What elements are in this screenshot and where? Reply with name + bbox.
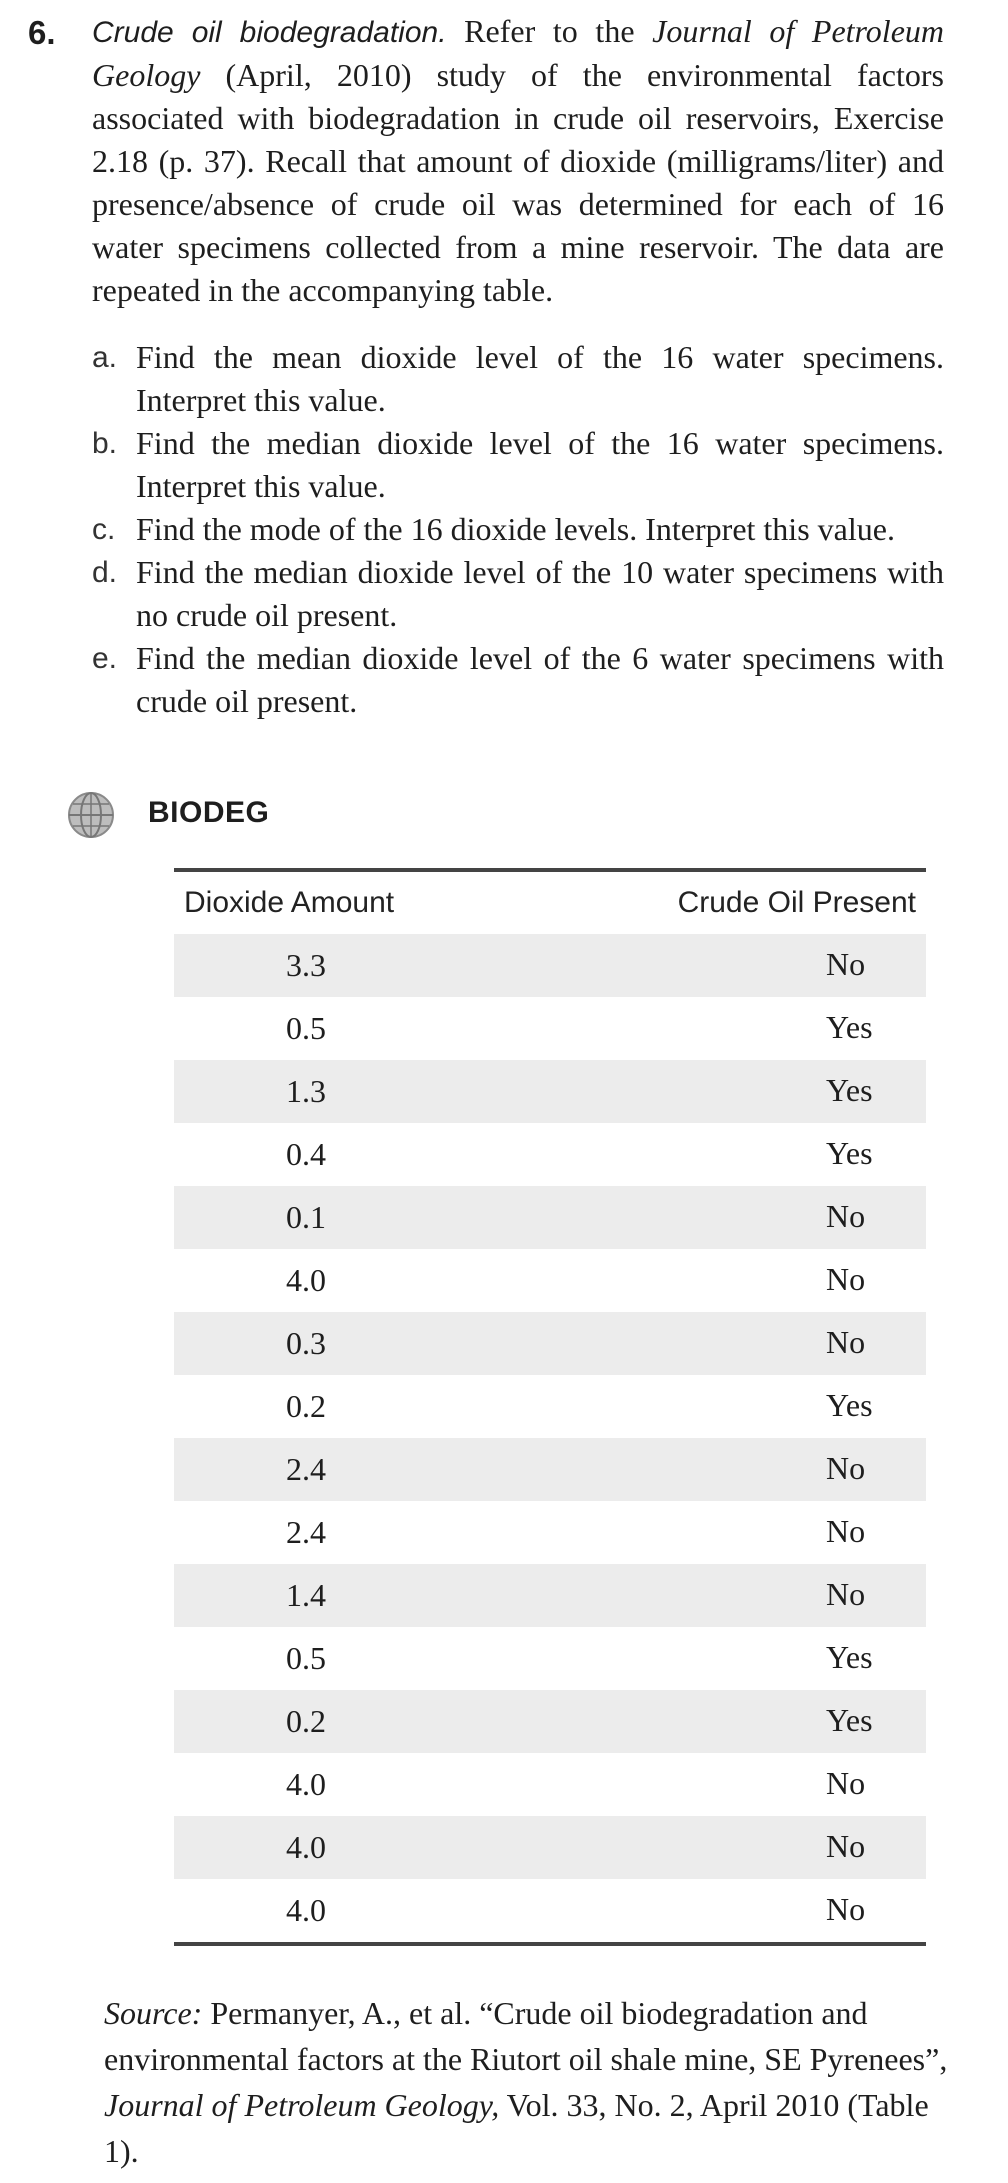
table-row — [174, 1060, 926, 1123]
part-text: Find the median dioxide level of the 6 water specimens with crude oil present. — [136, 640, 944, 719]
table-row — [174, 1627, 926, 1690]
table-row — [174, 1123, 926, 1186]
question-part — [92, 637, 944, 723]
part-letter: d. — [92, 556, 118, 589]
source-text-2: Vol. 33, No. 2, April 2010 (Table 1). — [104, 2087, 929, 2169]
source-label: Source: — [104, 1995, 203, 2031]
journal-title: Journal of Petroleum Geology — [92, 13, 945, 93]
part-letter: b. — [92, 427, 118, 460]
question-number: 6. — [28, 14, 56, 51]
table-row — [174, 1438, 926, 1501]
globe-icon — [66, 790, 116, 840]
source-journal: Journal of Petroleum Geology, — [104, 2087, 500, 2123]
table-row — [174, 1312, 926, 1375]
table-row — [174, 1879, 926, 1942]
cell-dioxide-amount: 4.0 — [286, 1766, 326, 1802]
part-text: Find the median dioxide level of the 10 water specimens with no crude oil present. — [136, 554, 944, 633]
part-letter: a. — [92, 341, 118, 374]
table-row — [174, 1501, 926, 1564]
part-text: Find the median dioxide level of the 16 water specimens. Interpret this value. — [136, 425, 944, 504]
table-row — [174, 1753, 926, 1816]
cell-crude-oil-value: Yes — [826, 1386, 873, 1423]
cell-dioxide-amount: 3.3 — [286, 947, 326, 983]
cell-crude-oil-value: No — [826, 1449, 866, 1486]
part-text: Find the mean dioxide level of the 16 water specimens. Interpret this value. — [136, 339, 944, 418]
cell-crude-oil-value: No — [826, 1827, 866, 1864]
table-header — [174, 872, 926, 934]
table-row — [174, 997, 926, 1060]
table-row — [174, 934, 926, 997]
cell-crude-oil-value: No — [826, 1764, 866, 1801]
cell-dioxide-amount: 1.3 — [286, 1073, 326, 1109]
intro-text-2: (April, 2010) study of the environmental factors associated with biodegradation in crude oil reservoirs, Exercise 2.18 (p. 37). Recall that amount of dioxide (milligrams/liter) and presence/absence of crude oil was determined for each of 16 water specimens collected from a mine reservoir. The data are repeated in the accompanying table. — [92, 57, 944, 308]
cell-crude-oil-value: No — [826, 1890, 866, 1927]
cell-crude-oil-value: Yes — [826, 1071, 873, 1108]
cell-dioxide-amount: 4.0 — [286, 1262, 326, 1298]
cell-crude-oil-value: No — [826, 1197, 866, 1234]
table-bottom-rule — [174, 1942, 926, 1946]
question-part — [92, 508, 944, 551]
cell-dioxide-amount: 0.2 — [286, 1388, 326, 1424]
intro-text-1: Refer to the — [446, 13, 653, 49]
source-text-1: Permanyer, A., et al. “Crude oil biodegradation and environmental factors at the Riutort oil shale mine, SE Pyrenees”, — [104, 1995, 948, 2077]
cell-dioxide-amount: 0.5 — [286, 1010, 326, 1046]
source-citation — [104, 1990, 964, 2174]
cell-crude-oil-value: Yes — [826, 1701, 873, 1738]
cell-crude-oil-value: No — [826, 1575, 866, 1612]
cell-crude-oil-value: Yes — [826, 1134, 873, 1171]
table-row — [174, 1564, 926, 1627]
data-table — [174, 868, 926, 1946]
cell-crude-oil-value: Yes — [826, 1638, 873, 1675]
header-dioxide-amount: Dioxide Amount — [184, 886, 395, 919]
cell-crude-oil-value: No — [826, 945, 866, 982]
cell-dioxide-amount: 4.0 — [286, 1829, 326, 1865]
table-row — [174, 1375, 926, 1438]
part-text: Find the mode of the 16 dioxide levels. Interpret this value. — [136, 511, 895, 547]
dataset-name: BIODEG — [148, 796, 270, 829]
cell-dioxide-amount: 2.4 — [286, 1451, 326, 1487]
table-body — [174, 934, 926, 1942]
cell-dioxide-amount: 2.4 — [286, 1514, 326, 1550]
cell-dioxide-amount: 1.4 — [286, 1577, 326, 1613]
header-crude-oil-present: Crude Oil Present — [677, 886, 916, 919]
table-row — [174, 1816, 926, 1879]
table-row — [174, 1690, 926, 1753]
question-topic: Crude oil biodegradation. — [92, 16, 447, 49]
cell-crude-oil-value: No — [826, 1323, 866, 1360]
cell-dioxide-amount: 0.4 — [286, 1136, 326, 1172]
table-row — [174, 1249, 926, 1312]
cell-crude-oil-value: Yes — [826, 1008, 873, 1045]
table-row — [174, 1186, 926, 1249]
part-letter: c. — [92, 513, 116, 546]
cell-crude-oil-value: No — [826, 1260, 866, 1297]
cell-dioxide-amount: 0.2 — [286, 1703, 326, 1739]
question-part — [92, 422, 944, 508]
part-letter: e. — [92, 642, 118, 675]
question-part — [92, 551, 944, 637]
question-parts — [92, 336, 944, 723]
cell-crude-oil-value: No — [826, 1512, 866, 1549]
cell-dioxide-amount: 4.0 — [286, 1892, 326, 1928]
cell-dioxide-amount: 0.3 — [286, 1325, 326, 1361]
question-intro — [92, 10, 944, 312]
cell-dioxide-amount: 0.5 — [286, 1640, 326, 1676]
cell-dioxide-amount: 0.1 — [286, 1199, 326, 1235]
question-part — [92, 336, 944, 422]
